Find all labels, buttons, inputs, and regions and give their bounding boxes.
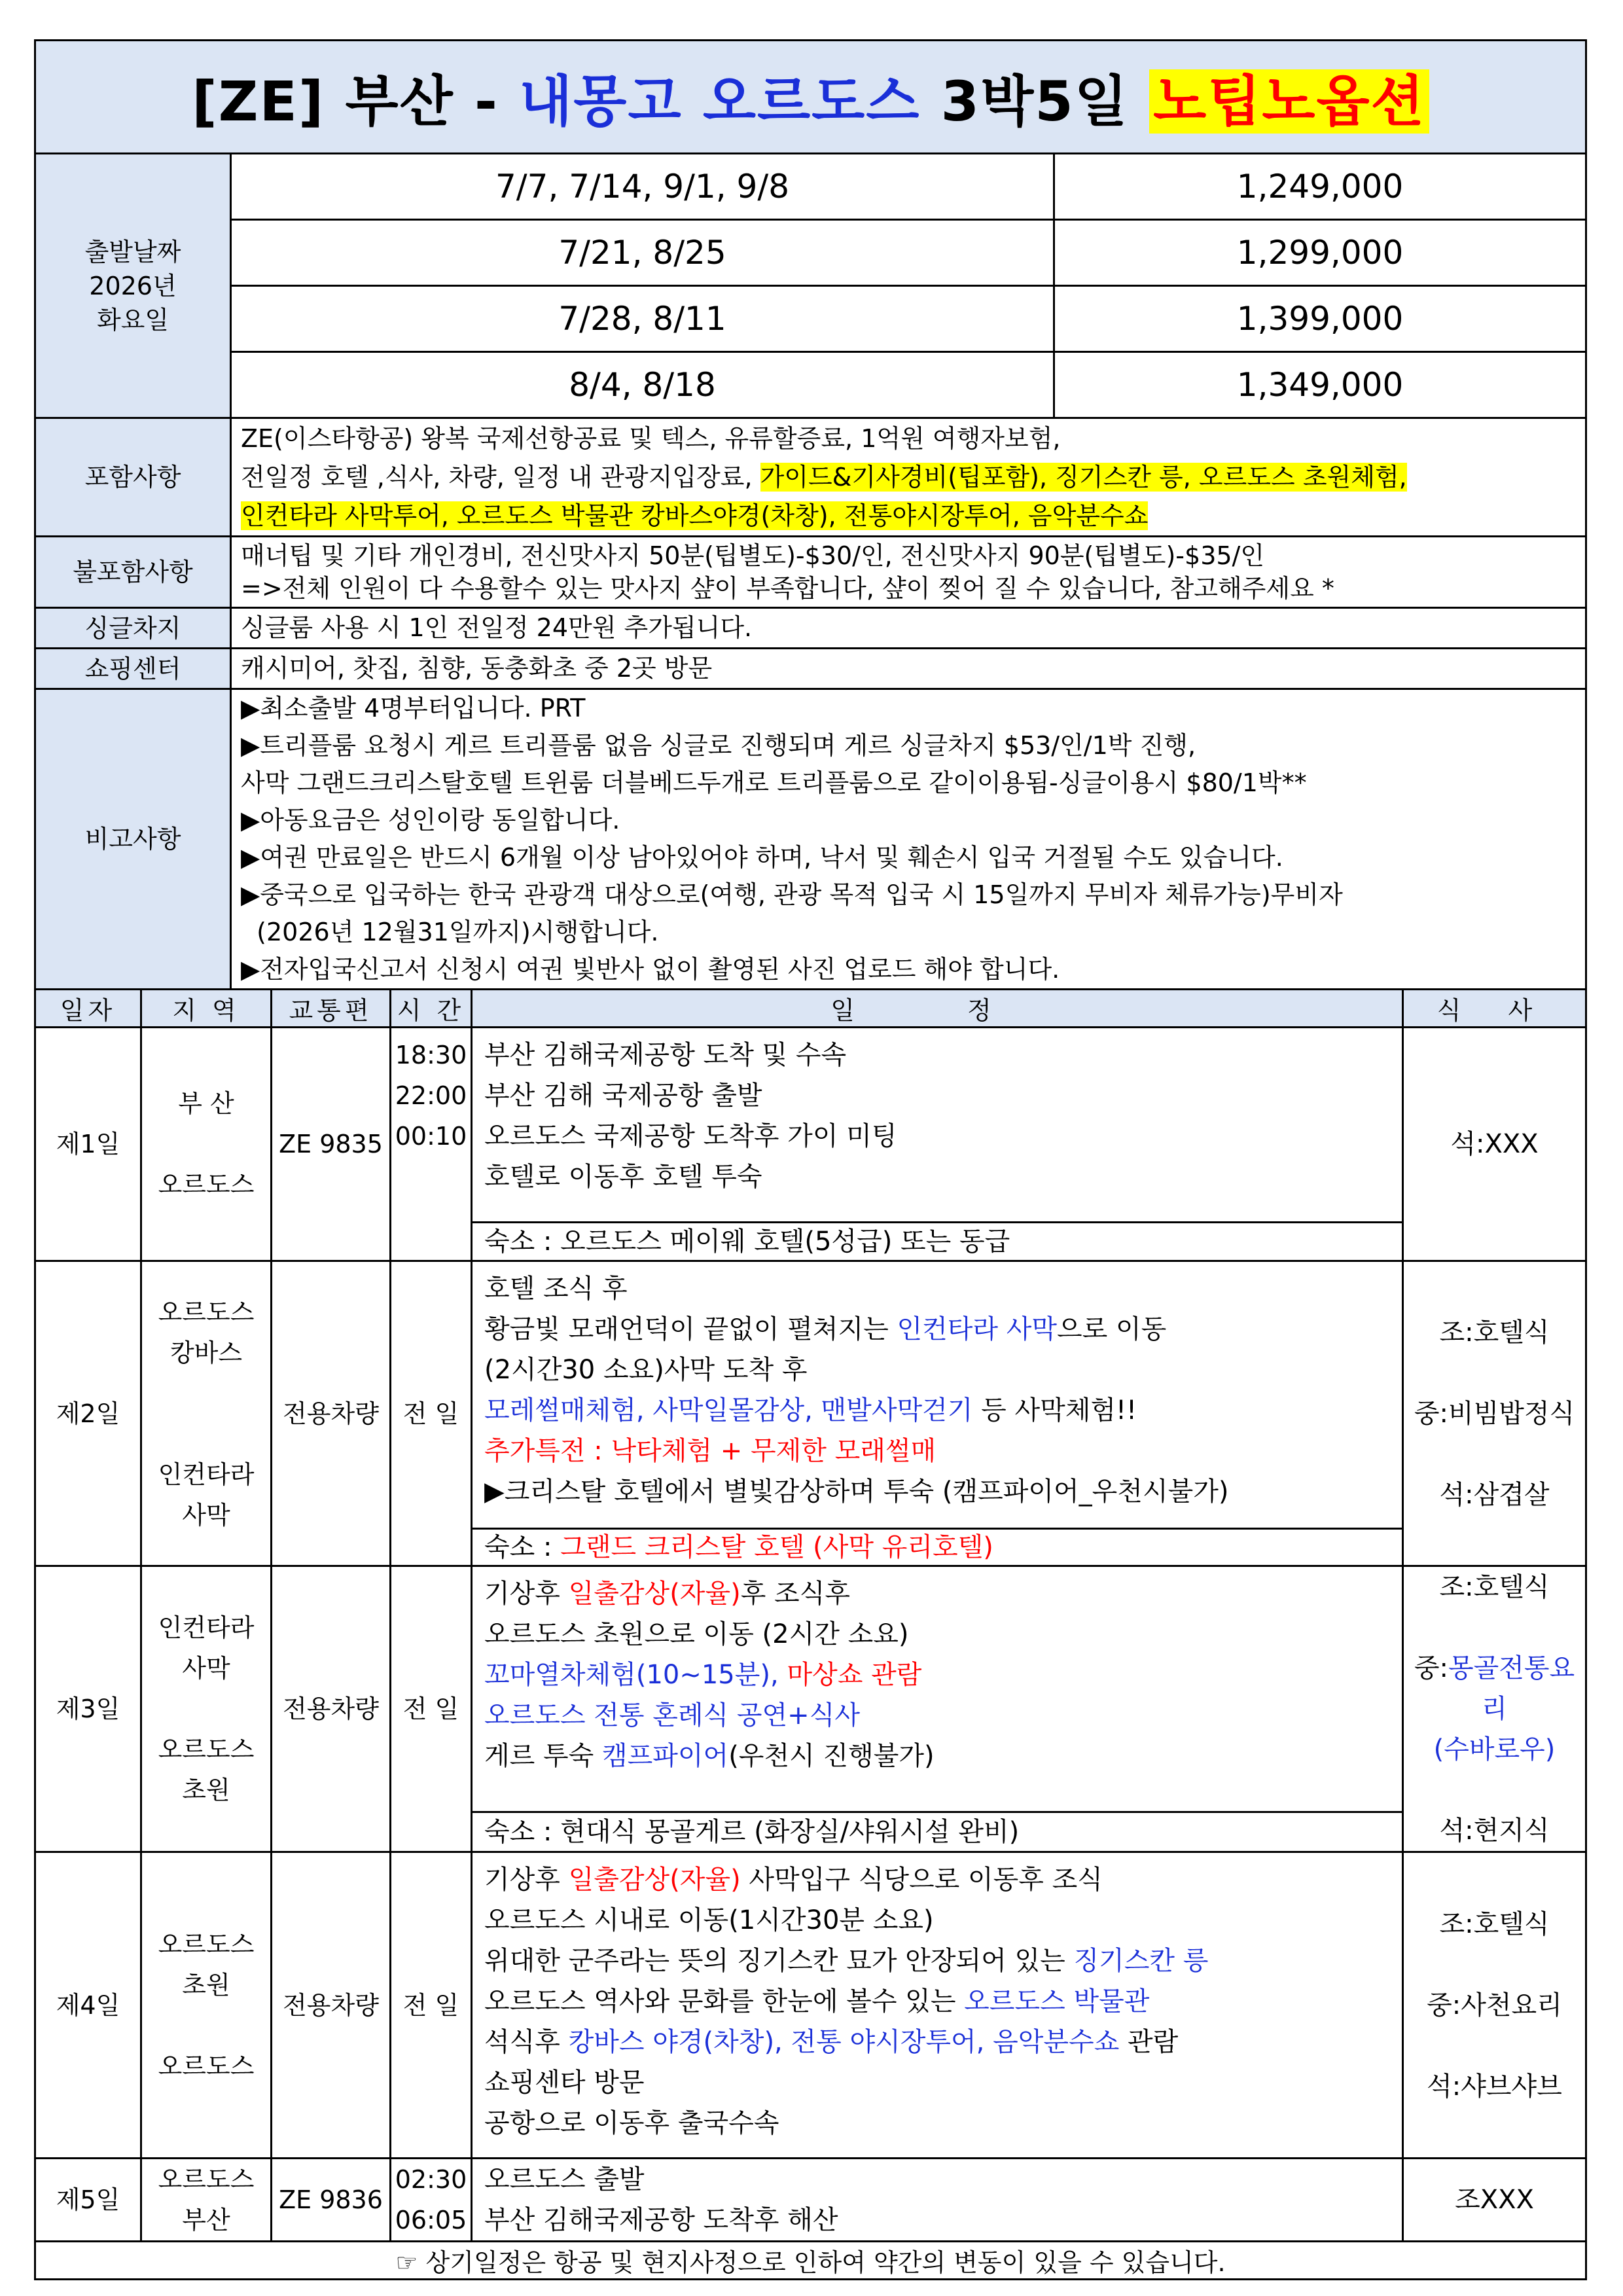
excluded-text: 매너팁 및 기타 개인경비, 전신맛사지 50분(팁별도)-$30/인, 전신맛사지 90분(팁별도)-$35/인 =>전체 인원이 다 수용할수 있는 맛사지 샾이 부족합니다, 샾이 찢어 질 수 있습니다, 참고해주세요 * [231,537,1586,608]
page-title: [ZE] 부산 - 내몽고 오르도스 3박5일 노팁노옵션 [192,69,1429,134]
flight-times: 02:30 06:05 [391,2159,472,2242]
day-region: 오르도스 부산 [141,2159,272,2242]
transport: 전용차량 [272,1852,391,2159]
day-schedule: 오르도스 출발 부산 김해국제공항 도착후 해산 [472,2159,1403,2242]
included-label: 포함사항 [35,418,231,537]
day-meals: 조:호텔식 중:비빔밥정식 석:삼겹살 [1403,1261,1586,1566]
info-table [34,39,1587,990]
departure-price: 1,249,000 [1054,154,1586,220]
notes-label: 비고사항 [35,689,231,990]
departure-price: 1,399,000 [1054,286,1586,352]
departure-dates: 8/4, 8/18 [231,352,1054,418]
day-label: 제4일 [35,1852,141,2159]
day-label: 제1일 [35,1028,141,1261]
day-schedule: 기상후 일출감상(자율) 사막입구 식당으로 이동후 조식 오르도스 시내로 이동(1시간30분 소요) 위대한 군주라는 뜻의 징기스칸 묘가 안장되어 있는 징기스칸 릉 오르도스 역사와 문화를 한눈에 볼수 있는 오르도스 박물관 석식후 캉바스 야경(차창), 전통 야시장투어, 음악분수쇼 관람 쇼핑센타 방문 공항으로 이동후 출국수속 [472,1852,1403,2159]
itinerary-header: 일자 지 역 교통편 시 간 일 정 식 사 [35,990,1586,1028]
shopping-label: 쇼핑센터 [35,649,231,689]
title-banner [35,41,1586,154]
transport: 전용차량 [272,1261,391,1566]
footer-note: ☞ 상기일정은 항공 및 현지사정으로 인하여 약간의 변동이 있을 수 있습니다. [35,2242,1586,2280]
itinerary-table [34,988,1587,2280]
day-region: 부 산 오르도스 [141,1028,272,1261]
day-region: 오르도스 초원 오르도스 [141,1852,272,2159]
day-label: 제2일 [35,1261,141,1566]
single-charge-label: 싱글차지 [35,608,231,649]
day-region: 오르도스 캉바스 인컨타라 사막 [141,1261,272,1566]
flight-times: 18:30 22:00 00:10 [391,1028,472,1261]
lodging: 숙소 : 그랜드 크리스탈 호텔 (사막 유리호텔) [472,1529,1403,1566]
flight-number: ZE 9836 [272,2159,391,2242]
day-label: 제3일 [35,1566,141,1852]
note-line: (2026년 12월31일까지)시행합니다. [241,918,659,946]
shopping-text: 캐시미어, 찻집, 침향, 동충화초 중 2곳 방문 [231,649,1586,689]
note-line: ▶중국으로 입국하는 한국 관광객 대상으로(여행, 관광 목적 입국 시 15일까지 무비자 체류가능)무비자 [241,880,1343,909]
transport: 전용차량 [272,1566,391,1852]
lodging: 숙소 : 현대식 몽골게르 (화장실/샤워시설 완비) [472,1812,1403,1852]
time: 전 일 [391,1261,472,1566]
departure-dates: 7/7, 7/14, 9/1, 9/8 [231,154,1054,220]
departure-dates: 7/21, 8/25 [231,220,1054,286]
lodging: 숙소 : 오르도스 메이웨 호텔(5성급) 또는 동급 [472,1222,1403,1261]
departure-dates: 7/28, 8/11 [231,286,1054,352]
day-label: 제5일 [35,2159,141,2242]
day-meals: 석:XXX [1403,1028,1586,1261]
no-tip-no-option-badge: 노팁노옵션 [1149,69,1429,134]
day-schedule: 기상후 일출감상(자율)후 조식후 오르도스 초원으로 이동 (2시간 소요) 꼬마열차체험(10~15분), 마상쇼 관람 오르도스 전통 혼례식 공연+식사 게르 투숙 캠프파이어(우천시 진행불가) [472,1566,1403,1812]
day-meals: 조:호텔식 중:몽골전통요리 (수바로우) 석:현지식 [1403,1566,1586,1852]
note-line: ▶최소출발 4명부터입니다. PRT [241,694,586,723]
single-charge-text: 싱글룸 사용 시 1인 전일정 24만원 추가됩니다. [231,608,1586,649]
time: 전 일 [391,1852,472,2159]
day-region: 인컨타라 사막 오르도스 초원 [141,1566,272,1852]
departure-label: 출발날짜 2026년 화요일 [35,154,231,418]
note-line: ▶트리플룸 요청시 게르 트리플룸 없음 싱글로 진행되며 게르 싱글차지 $53/인/1박 진행, [241,731,1196,760]
departure-price: 1,299,000 [1054,220,1586,286]
flight-number: ZE 9835 [272,1028,391,1261]
note-line: 사막 그랜드크리스탈호텔 트윈룸 더블베드두개로 트리플룸으로 같이이용됨-싱글이용시 $80/1박** [241,768,1307,797]
time: 전 일 [391,1566,472,1852]
departure-price: 1,349,000 [1054,352,1586,418]
note-line: ▶전자입국신고서 신청시 여권 빛반사 없이 촬영된 사진 업로드 해야 합니다. [241,955,1060,984]
day-schedule: 호텔 조식 후 황금빛 모래언덕이 끝없이 펼쳐지는 인컨타라 사막으로 이동 (2시간30 소요)사막 도착 후 모레썰매체험, 사막일몰감상, 맨발사막걷기 등 사막체험!! 추가특전 : 낙타체험 + 무제한 모래썰매 ▶크리스탈 호텔에서 별빛감상하며 투숙 (캠프파이어_우천시불가) [472,1261,1403,1529]
notes-text [231,689,1586,990]
day-meals: 조XXX [1403,2159,1586,2242]
day-schedule: 부산 김해국제공항 도착 및 수속 부산 김해 국제공항 출발 오르도스 국제공항 도착후 가이 미팅 호텔로 이동후 호텔 투숙 [472,1028,1403,1223]
included-text: ZE(이스타항공) 왕복 국제선항공료 및 텍스, 유류할증료, 1억원 여행자보험, 전일정 호텔 ,식사, 차량, 일정 내 관광지입장료, 가이드&기사경비(팁포함), 징기스칸 릉, 오르도스 초원체험, 인컨타라 사막투어, 오르도스 박물관 캉바스야경(차창), 전통야시장투어, 음악분수쇼 [231,418,1586,537]
note-line: ▶아동요금은 성인이랑 동일합니다. [241,806,620,834]
note-line: ▶여권 만료일은 반드시 6개월 이상 남아있어야 하며, 낙서 및 훼손시 입국 거절될 수도 있습니다. [241,843,1283,872]
itinerary-sheet [34,39,1585,2280]
excluded-label: 불포함사항 [35,537,231,608]
day-meals: 조:호텔식 중:사천요리 석:샤브샤브 [1403,1852,1586,2159]
